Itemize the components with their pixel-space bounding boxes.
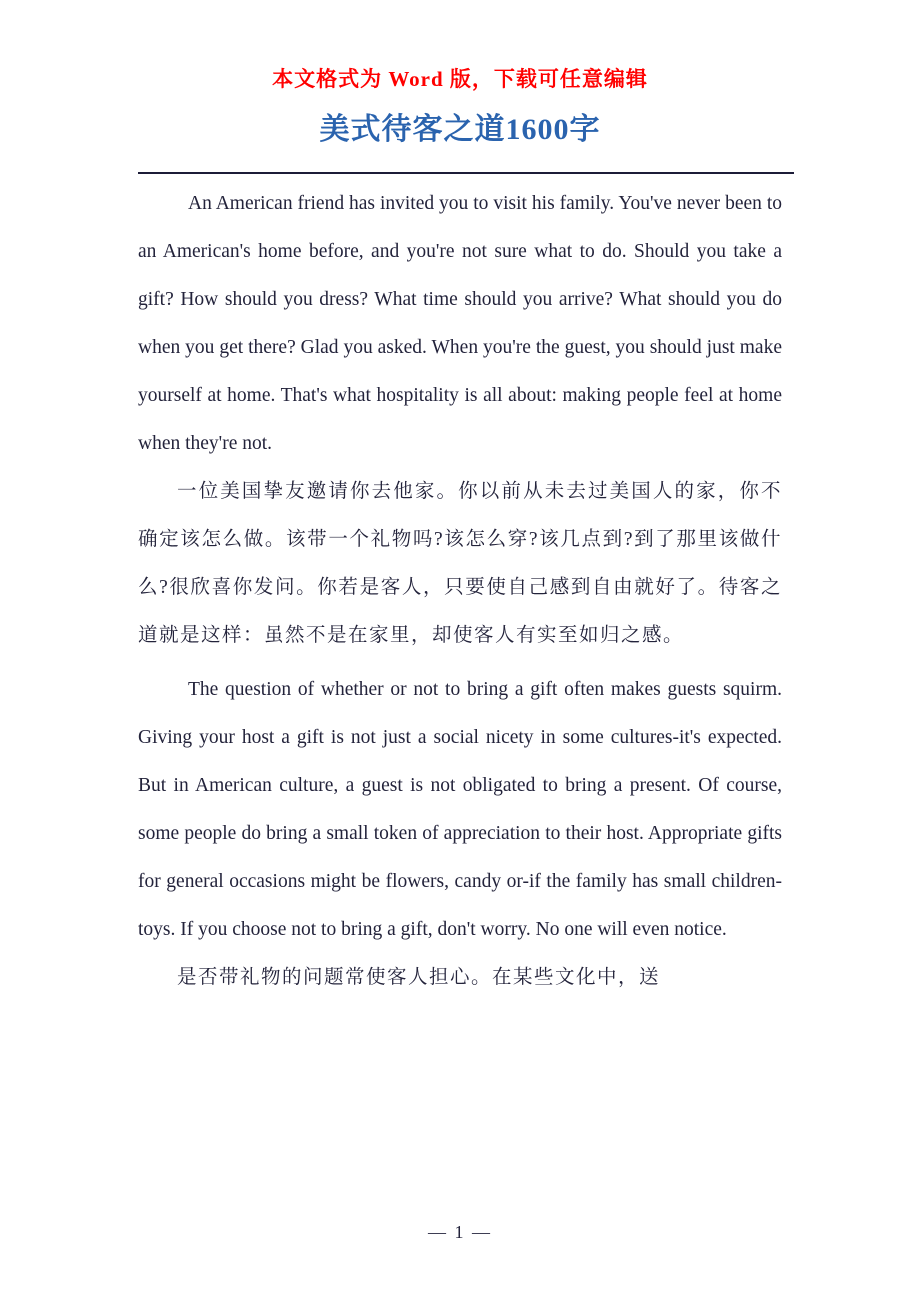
- paragraph-english-2: The question of whether or not to bring a gift often makes guests squirm. Giving your host a gift is not just a social nicety in some cultures-it's expected. But in American culture, a guest is not obligated to bring a present. Of course, some people do bring a small token of appreciation to their host. Appropriate gifts for general occasions might be flowers, candy or-if the family has small children-toys. If you choose not to bring a gift, don't worry. No one will even notice.: [138, 679, 782, 941]
- paragraph-english-1: An American friend has invited you to visit his family. You've never been to an American's home before, and you're not sure what to do. Should you take a gift? How should you dress? What time should you arrive? What should you do when you get there? Glad you asked. When you're the guest, you should just make yourself at home. That's what hospitality is all about: making people feel at home when they're not.: [138, 193, 782, 455]
- title-divider-line: [138, 172, 794, 174]
- paragraph-chinese-2: 是否带礼物的问题常使客人担心。在某些文化中，送: [177, 967, 661, 989]
- paragraph-chinese-1: 一位美国挚友邀请你去他家。你以前从未去过美国人的家，你不确定该怎么做。该带一个礼物吗?该怎么穿?该几点到?到了那里该做什么?很欣喜你发问。你若是客人，只要使自己感到自由就好了。待客之道就是这样：虽然不是在家里，却使客人有实至如归之感。: [138, 481, 782, 647]
- document-body: [138, 180, 782, 1002]
- page-number: — 1 —: [428, 1222, 492, 1242]
- document-title: 美式待客之道1600字: [319, 113, 601, 146]
- format-notice-text: 本文格式为 Word 版，下载可任意编辑: [272, 67, 648, 91]
